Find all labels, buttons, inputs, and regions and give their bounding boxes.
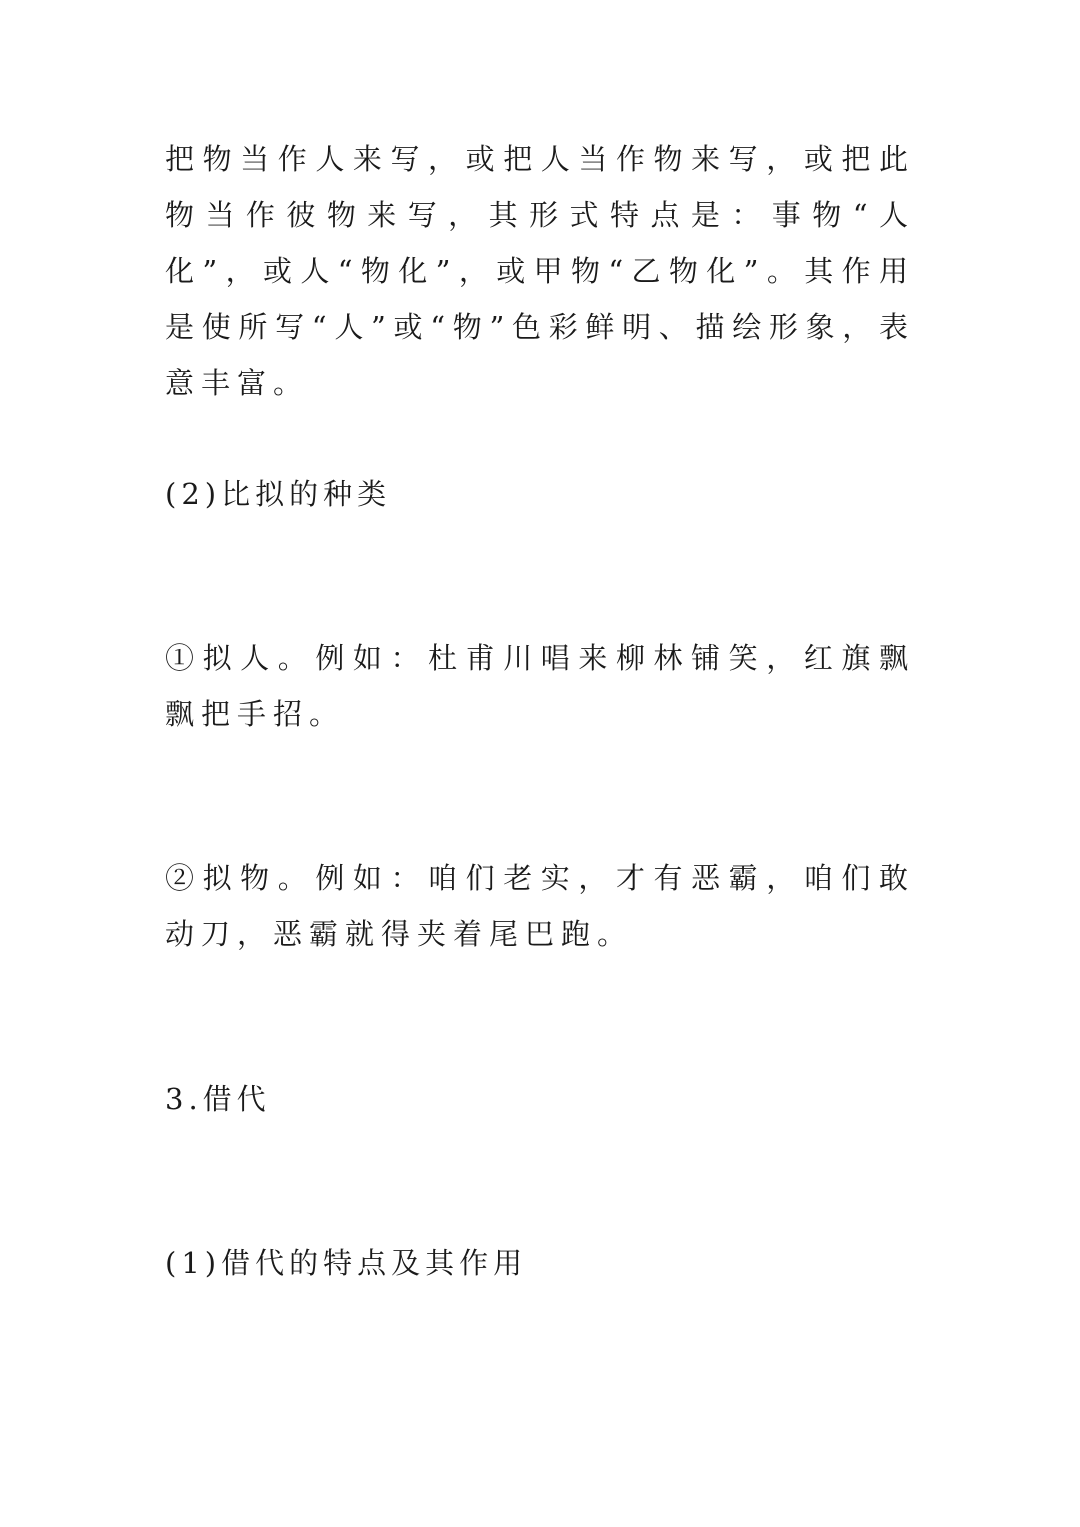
body-paragraph: 把物当作人来写，或把人当作物来写，或把此物当作彼物来写，其形式特点是：事物“人化”，或人“物化”，或甲物“乙物化”。其作用是使所写“人”或“物”色彩鲜明、描绘形象，表意丰富。 bbox=[165, 142, 915, 400]
list-item-personification: ①拟人。例如：杜甫川唱来柳林铺笑，红旗飘飘把手招。 bbox=[165, 641, 915, 731]
section-heading-types: (2)比拟的种类 bbox=[165, 477, 392, 511]
list-item-objectification: ②拟物。例如：咱们老实，才有恶霸，咱们敢动刀，恶霸就得夹着尾巴跑。 bbox=[165, 861, 915, 951]
subsection-heading-metonymy-features: (1)借代的特点及其作用 bbox=[165, 1246, 528, 1280]
section-heading-metonymy: 3.借代 bbox=[165, 1082, 271, 1116]
